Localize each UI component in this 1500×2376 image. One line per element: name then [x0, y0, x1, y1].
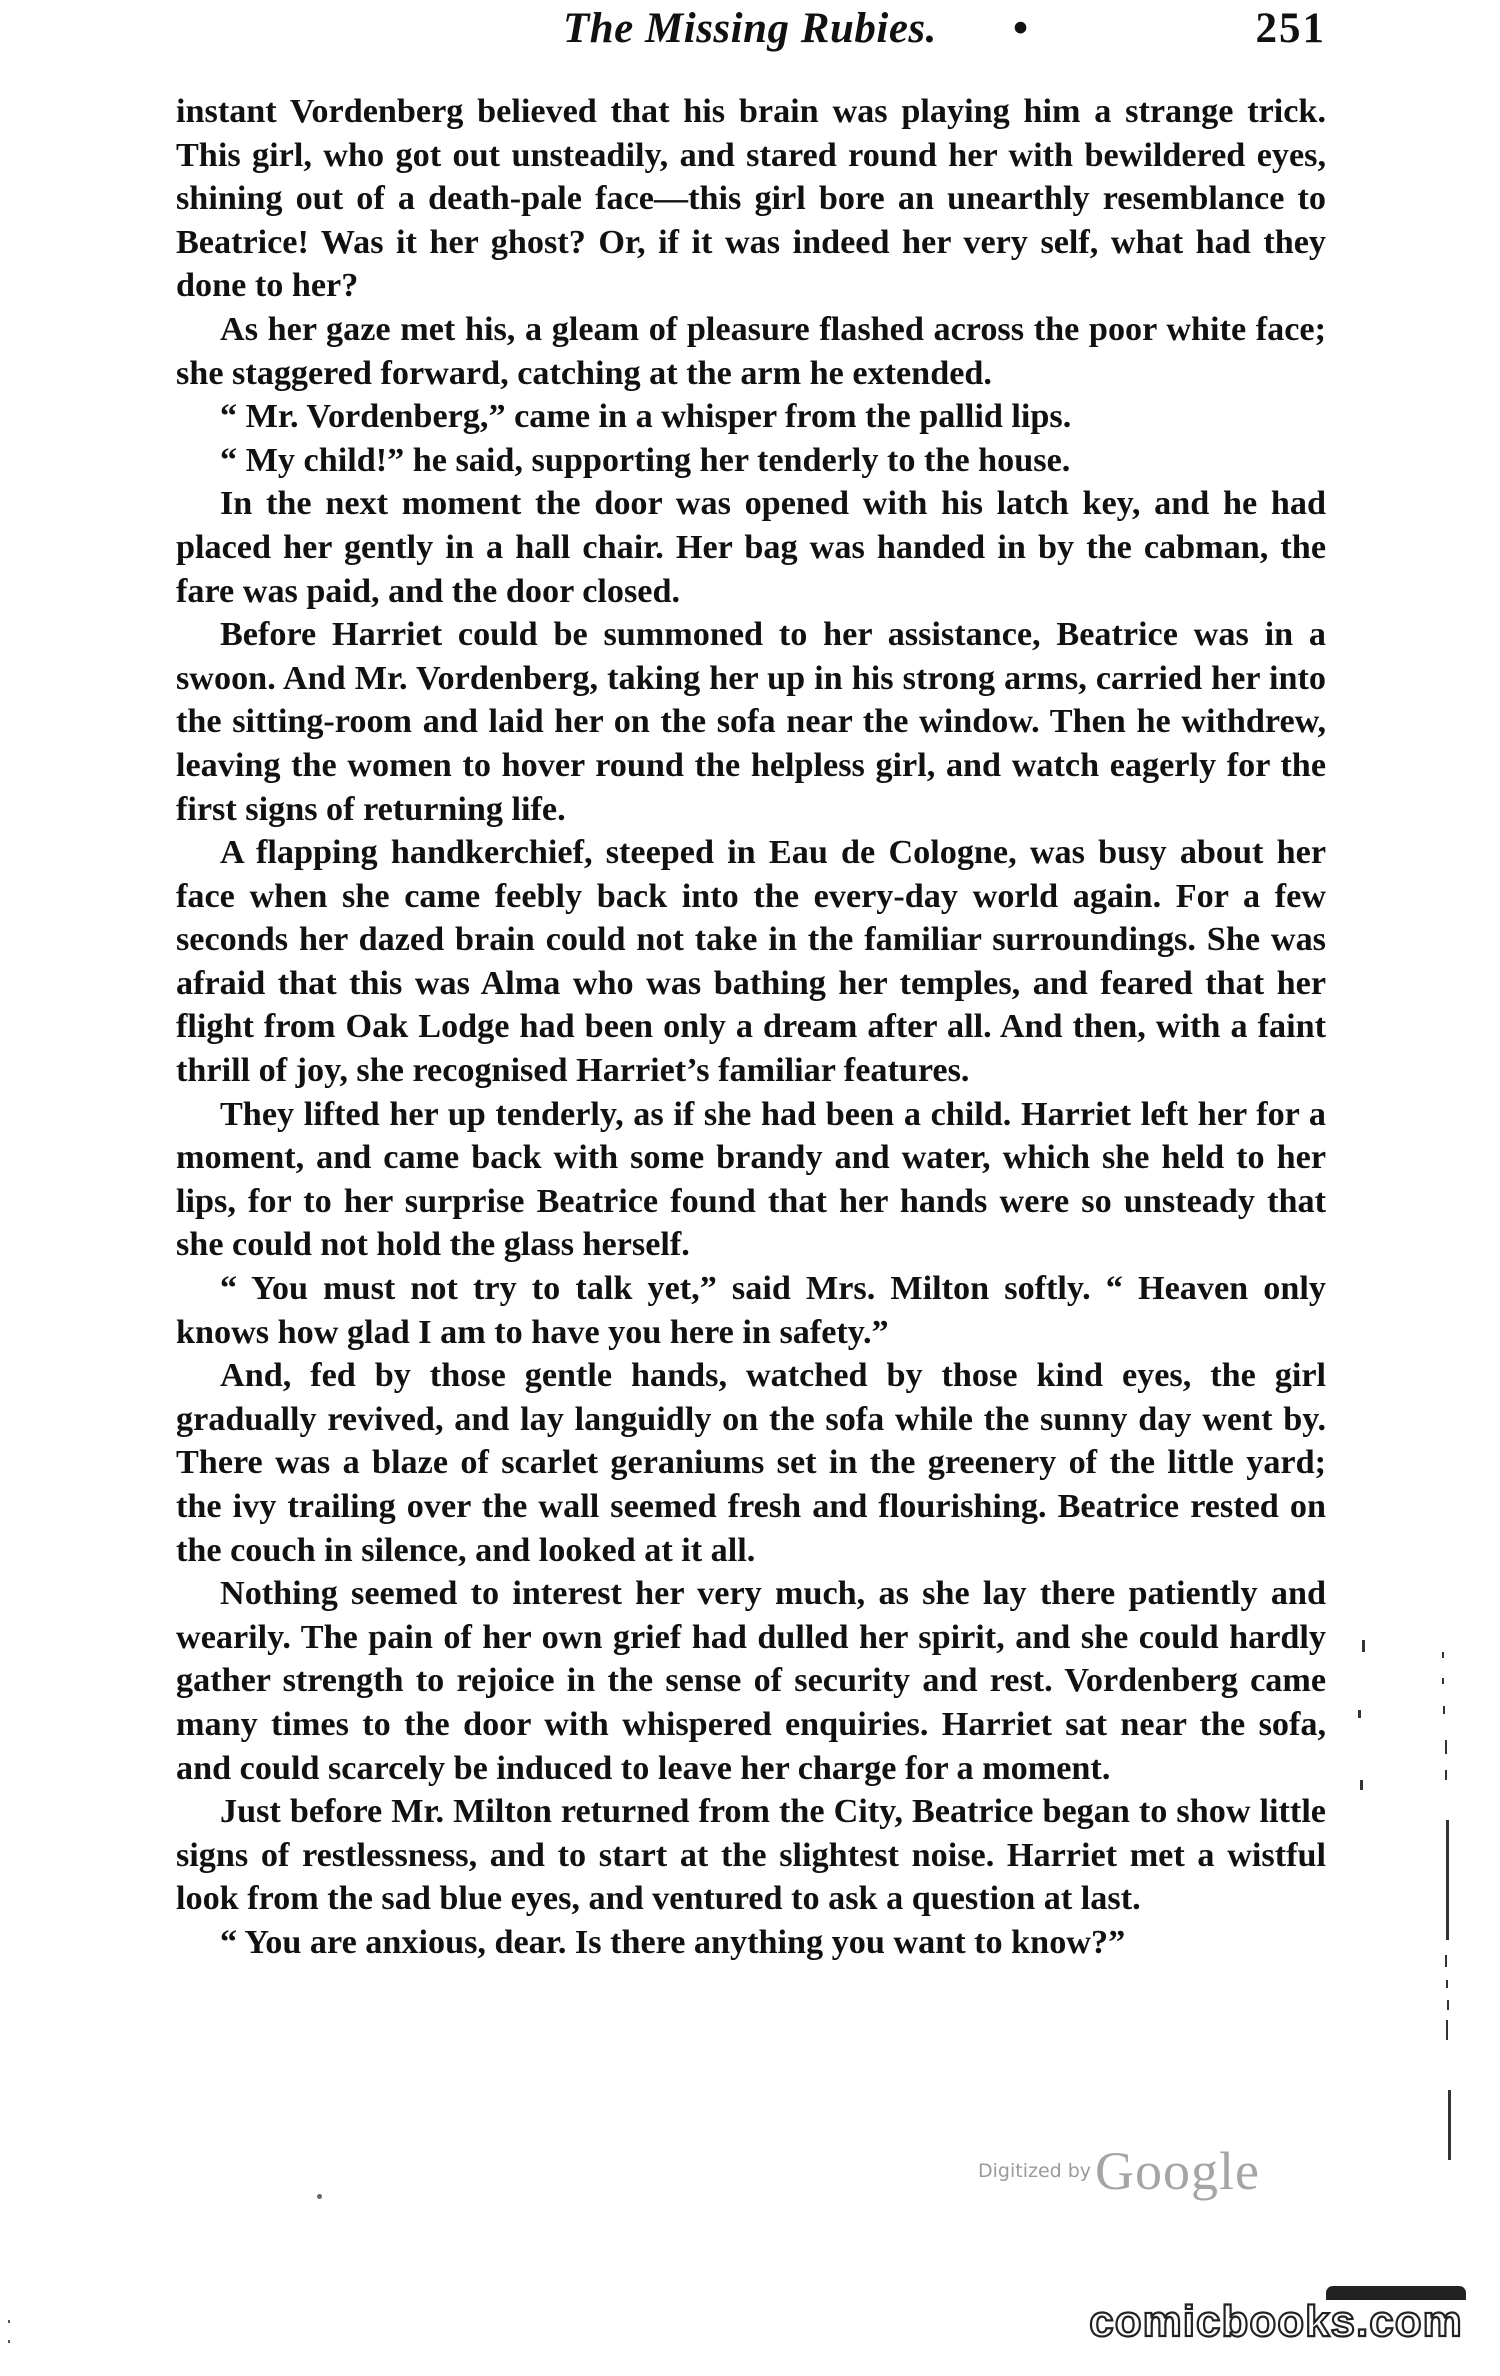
paragraph: Nothing seemed to interest her very much, as she lay there patiently and wearily. The pain of her own grief had dulled her spirit, and she could hardly gather strength to rejoice in the sense of security and rest. Vordenberg came many times to the door with whispered enquiries. Harriet sat near the sofa, and could scarcely be induced to leave her charge for a moment.	[176, 1575, 1326, 1787]
body-text	[176, 90, 1326, 1965]
paragraph: As her gaze met his, a gleam of pleasure flashed across the poor white face; she staggered forward, catching at the arm he extended.	[176, 310, 1326, 392]
comicbooks-watermark	[1076, 2280, 1476, 2350]
paragraph: “ My child!” he said, supporting her tenderly to the house.	[220, 441, 1071, 479]
watermark-logo	[1076, 2296, 1476, 2350]
paragraph: In the next moment the door was opened with his latch key, and he had placed her gently in a hall chair. Her bag was handed in by the cabman, the fare was paid, and the door closed.	[176, 485, 1326, 610]
header-separator: •	[1013, 5, 1029, 52]
google-logo: Google	[1095, 2141, 1261, 2201]
paragraph: They lifted her up tenderly, as if she had been a child. Harriet left her for a moment, and came back with some brandy and water, which she held to her lips, for to her surprise Beatrice found that her hands were so unsteady that she could not hold the glass herself.	[176, 1095, 1326, 1264]
scan-margin-marks	[1350, 1620, 1500, 2180]
scan-corner-marks	[0, 2280, 60, 2376]
digitized-by-google	[978, 2140, 1308, 2204]
watermark-text: comicbooks.com	[1089, 2297, 1463, 2346]
paragraph: “ You must not try to talk yet,” said Mrs. Milton softly. “ Heaven only knows how glad I am to have you here in safety.”	[176, 1270, 1326, 1351]
paragraph: Just before Mr. Milton returned from the City, Beatrice began to show little signs of restlessness, and to start at the slightest noise. Harriet met a wistful look from the sad blue eyes, and ventured to ask a question at last.	[176, 1793, 1326, 1918]
paragraph: Before Harriet could be summoned to her assistance, Beatrice was in a swoon. And Mr. Vordenberg, taking her up in his strong arms, carried her into the sitting-room and laid her on the sofa near the window. Then he withdrew, leaving the women to hover round the helpless girl, and watch eagerly for the first signs of returning life.	[176, 616, 1326, 828]
paragraph: “ Mr. Vordenberg,” came in a whisper from the pallid lips.	[220, 398, 1072, 436]
footer-dot	[317, 2194, 322, 2199]
page-footer	[0, 2110, 1500, 2376]
running-title: The Missing Rubies.	[563, 5, 937, 52]
paragraph: And, fed by those gentle hands, watched by those kind eyes, the girl gradually revived, and lay languidly on the sofa while the sunny day went by. There was a blaze of scarlet geraniums set in the greenery of the little yard; the ivy trailing over the wall seemed fresh and flourishing. Beatrice rested on the couch in silence, and looked at it all.	[176, 1357, 1326, 1569]
page-number: 251	[1255, 5, 1326, 52]
paragraph: instant Vordenberg believed that his brain was playing him a strange trick. This girl, who got out unsteadily, and stared round her with bewildered eyes, shining out of a death-pale face—this girl bore an unearthly resemblance to Beatrice! Was it her ghost? Or, if it was indeed her very self, what had they done to her?	[176, 93, 1326, 305]
digitized-prefix: Digitized by	[978, 2160, 1092, 2182]
page-header	[176, 4, 1326, 68]
paragraph: A flapping handkerchief, steeped in Eau de Cologne, was busy about her face when she came feebly back into the every-day world again. For a few seconds her dazed brain could not take in the familiar surroundings. She was afraid that this was Alma who was bathing her temples, and feared that her flight from Oak Lodge had been only a dream after all. And then, with a faint thrill of joy, she recognised Harriet’s familiar features.	[176, 834, 1326, 1090]
paragraph: “ You are anxious, dear. Is there anything you want to know?”	[220, 1923, 1126, 1961]
